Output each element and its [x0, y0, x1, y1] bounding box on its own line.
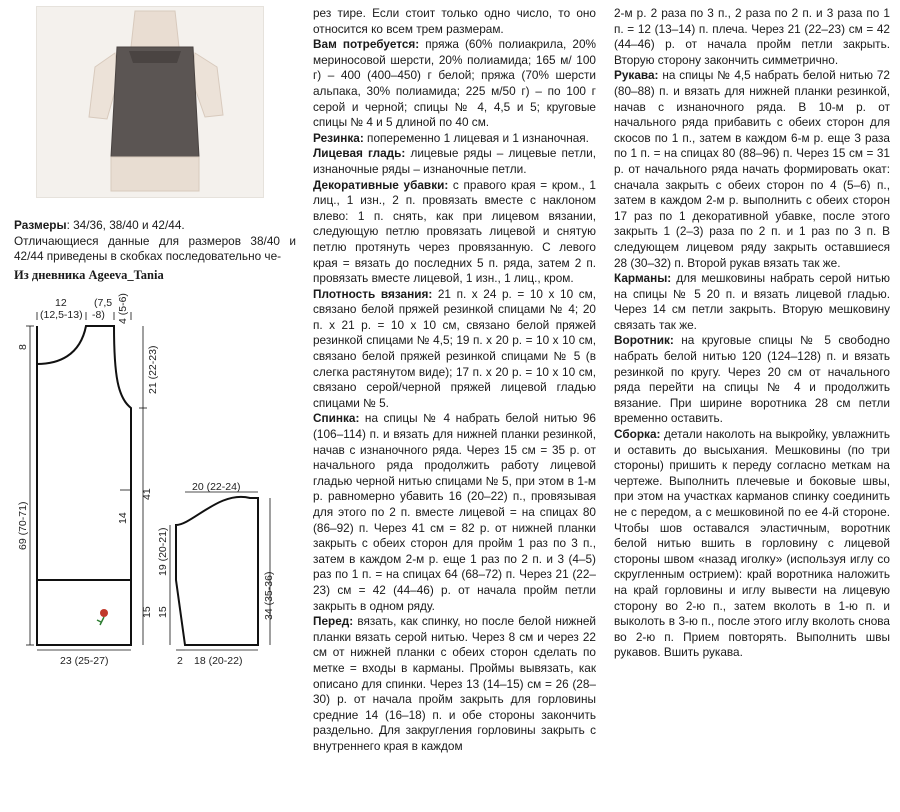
- para-3-0: 2-м р. 2 раза по 3 п., 2 раза по 2 п. и 3 раза по 1 п. = 12 (13–14) п. плеча. Через 21 (22–23) см = 42 (44–46) р. от начала пройм петли закрыть. Вторую сторону закончить симметрично.: [614, 6, 890, 67]
- dim-sleeve-cap: 19 (20-21): [157, 527, 169, 576]
- instructions-column-3: [614, 6, 890, 661]
- dim-sleeve-length: 34 (35-36): [263, 571, 275, 620]
- dim-sleeve-left: 2: [177, 655, 183, 667]
- para-2-6: Спинка: на спицы № 4 набрать белой нитью 96 (106–114) п. и вязать для нижней планки резинкой, начав с изнаночного ряда. Через 15 см = 35 р. от начального ряда продолжить работу лицевой гладью черной нитью спицами № 5, при этом в 1-м р. равномерно убавить 16 (20–22) п., провязывая для этого по 2 п. вместе лицевой = на спицах 80 (86–92) п. Через 41 см = 82 р. от нижней планки закрыть с обеих сторон для пройм 1 раз по 3 п., затем в каждом 2-м р. еще 1 раз по 2 п. и 3 (4–5) раз по 1 п. = на спицах 64 (68–72) п. Через 21 (22–23) см = 42 (44–46) р. от начала пройм петли закрыть в одном ряду.: [313, 411, 596, 613]
- para-3-4: Сборка: детали наколоть на выкройку, увлажнить и оставить до высыхания. Мешковины (по три стороны) пришить к переду согласно меткам на чертеже. Выполнить плечевые и боковые швы, при этом на участках карманов спинку соединить не с передом, а с мешковиной по ее 4-й стороне. Чтобы шов оставался эластичным, воротник белой нитью вшить в горловину с лицевой стороны швом «назад иголку» (используя иглу со скругленным острием): край воротника наложить на край горловины и иглу вывести на лицевую сторону во 2-ю п., затем вколоть в 1-ю п. и выколоть в 3-ю п., после этого иглу вколоть снова во 2-ю п. Прием повторять. Выполнить швы рукавов. Вшить рукава.: [614, 427, 890, 660]
- dim-total-height: 69 (70-71): [17, 501, 29, 550]
- dim-top-shoulder: (7,5: [94, 297, 113, 309]
- dim-top-shoulder2: -8): [92, 309, 105, 321]
- dim-body-width: 23 (25-27): [60, 655, 109, 667]
- dim-top-right: 4 (5-6): [117, 293, 129, 324]
- sizes-value: : 34/36, 38/40 и 42/44.: [66, 218, 185, 232]
- para-2-4: Декоративные убавки: с правого края = кром., 1 лиц., 1 изн., 2 п. провязать вместе с наклоном влево: 1 п. снять, как при лицевом вязании, следующую петлю провязать лицевой и снятую петлю протянуть через провязанную. С левого края = вязать до последних 5 п. ряда, затем 2 п. провязать вместе лицевой, 1 изн., 1 лиц., кром.: [313, 177, 596, 286]
- dim-sleeve-width: 18 (20-22): [194, 655, 243, 667]
- sizes-info: [14, 218, 296, 265]
- dim-top-neck2: (12,5-13): [40, 309, 83, 321]
- para-3-3: Воротник: на круговые спицы № 5 свободно набрать белой нитью 120 (124–128) п. и вязать резинкой по кругу. Через 20 см от начального ряда перейти на спицы № 4 и продолжить вязание. При ширине воротника 28 см петли временно оставить.: [614, 333, 890, 426]
- dim-sleeve-top: 20 (22-24): [192, 481, 241, 493]
- dim-side-14: 14: [117, 512, 129, 524]
- dim-side-41: 41: [141, 488, 153, 500]
- garment-photo: [36, 6, 264, 198]
- rose-icon: [97, 609, 108, 625]
- para-2-3: Лицевая гладь: лицевые ряды – лицевые петли, изнаночные ряды – изнаночные петли.: [313, 146, 596, 176]
- sizes-note: Отличающиеся данные для размеров 38/40 и 42/44 приведены в скобках последовательно че-: [14, 233, 296, 264]
- pattern-diagram: [0, 290, 300, 670]
- instructions-column-2: [313, 6, 596, 755]
- para-2-0: рез тире. Если стоит только одно число, то оно относится ко всем трем размерам.: [313, 6, 596, 36]
- para-2-1: Вам потребуется: пряжа (60% полиакрила, 20% мериносовой шерсти, 20% полиамида; 165 м/ 100 г) – 400 (400–450) г белой; пряжа (70% шерсти альпака, 30% полиамида; 225 м/50 г) – по 100 г серой и черной; спицы № 4, 4,5 и 5; круговые спицы № 4 и 5 длиной по 40 см.: [313, 37, 596, 130]
- dim-armhole: 21 (22-23): [147, 345, 159, 394]
- dim-neck-depth: 8: [17, 344, 29, 350]
- para-2-5: Плотность вязания: 21 п. х 24 р. = 10 х 10 см, связано белой пряжей резинкой спицами № 4; 20 п. х 21 р. = 10 х 10 см, связано белой пряжей резинкой спицами № 4,5; 19 п. х 20 р. = 10 х 10 см, связано белой пряжей резинкой спицами № 5 (в слегка растянутом виде); 17 п. х 20 р. = 10 х 10 см, связано серой/черной пряжей лицевой гладью спицами № 5.: [313, 286, 596, 410]
- para-2-7: Перед: вязать, как спинку, но после белой нижней планки вязать серой нитью. Через 8 см и через 22 см от нижней планки с обеих сторон сделать по метке = входы в карманы. Проймы вывязать, как описано для спинки. Через 13 (14–15) см = 26 (28–30) р. от начала пройм закрыть для горловины средние 14 (16–18) п. и обе стороны закончить раздельно. Для закругления горловины закрыть с внутреннего края в каждом: [313, 614, 596, 753]
- para-3-2: Карманы: для мешковины набрать серой нитью на спицы № 5 20 п. и вязать лицевой гладью. Через 14 см петли закрыть. Вторую мешковину связать так же.: [614, 271, 890, 332]
- dim-top-neck: 12: [55, 297, 67, 309]
- dim-sleeve-bottom-15: 15: [157, 606, 169, 618]
- para-2-2: Резинка: попеременно 1 лицевая и 1 изнаночная.: [313, 130, 589, 145]
- credit-text: Из дневника Ageeva_Tania: [14, 268, 164, 282]
- para-3-1: Рукава: на спицы № 4,5 набрать белой нитью 72 (80–88) п. и вязать для нижней планки резинкой, начав с изнаночного ряда. В 10-м р. от начального ряда прибавить с обеих сторон для скосов по 1 п., затем в каждом 6-м р. еще 3 раза по 1 п. = на спицах 80 (88–96) п. Через 15 см = 31 р. от начального ряда начать формировать окат: сначала закрыть с обеих сторон по 4 (5–6) п., затем в каждом 2-м р. выполнить с обеих сторон 17 раз по 1 декоративной убавке, после этого закрыть 1 (2–3) раза по 2 п. и 1 раз по 3 п. В следующем лицевом ряду закрыть оставшиеся 28 (30–32) п. Второй рукав вязать так же.: [614, 68, 890, 270]
- dim-bottom-15: 15: [141, 606, 153, 618]
- sizes-label: Размеры: [14, 218, 67, 232]
